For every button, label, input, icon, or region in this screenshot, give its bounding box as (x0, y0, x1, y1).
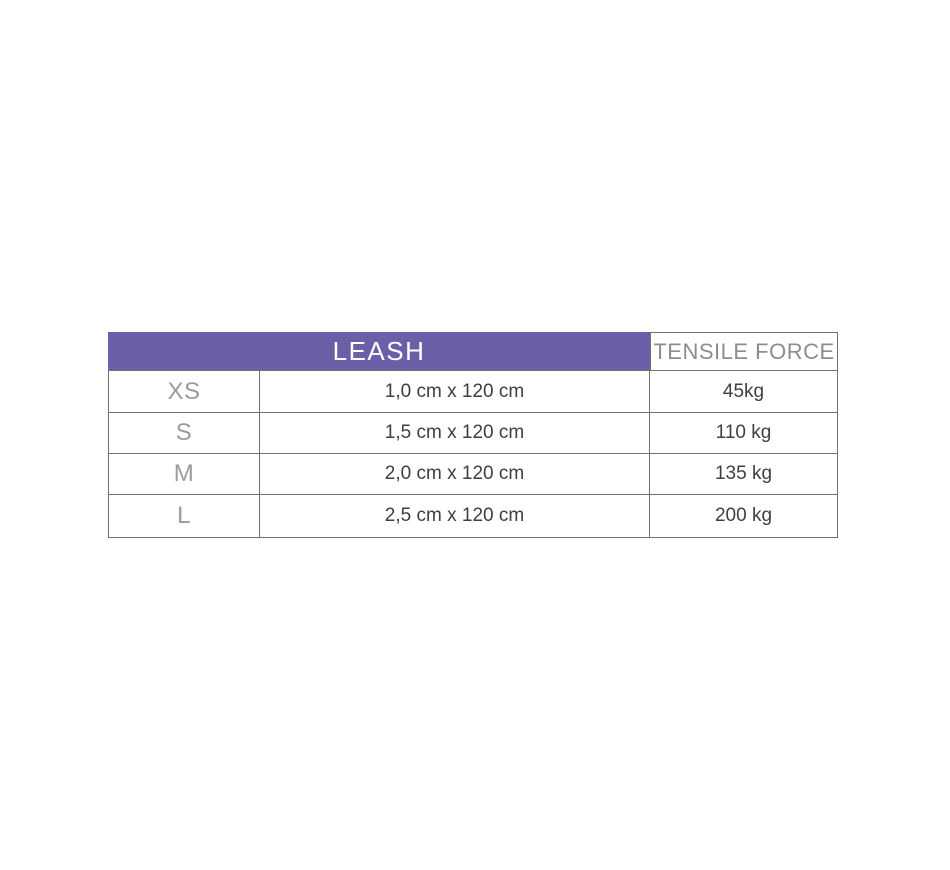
table-row-xs-dimensions: 1,0 cm x 120 cm (260, 371, 650, 413)
table-row-xs-tensile-force: 45kg (650, 371, 838, 413)
leash-spec-table (108, 332, 838, 538)
table-row-m-size: M (108, 454, 260, 495)
table-row-xs-size: XS (108, 371, 260, 413)
leash-header-label: LEASH (332, 335, 426, 366)
table-row-l-size: L (108, 495, 260, 538)
table-row-m-tensile-force: 135 kg (650, 454, 838, 495)
table-row-l-dimensions: 2,5 cm x 120 cm (260, 495, 650, 538)
table-row-m-dimensions: 2,0 cm x 120 cm (260, 454, 650, 495)
leash-header-cell (108, 332, 650, 371)
table-row-s-dimensions: 1,5 cm x 120 cm (260, 413, 650, 454)
tensile-force-header-cell (650, 332, 838, 371)
table-row-s-size: S (108, 413, 260, 454)
table-row-s-tensile-force: 110 kg (650, 413, 838, 454)
table-row-l-tensile-force: 200 kg (650, 495, 838, 538)
tensile-force-header-label: TENSILE FORCE (653, 338, 835, 364)
